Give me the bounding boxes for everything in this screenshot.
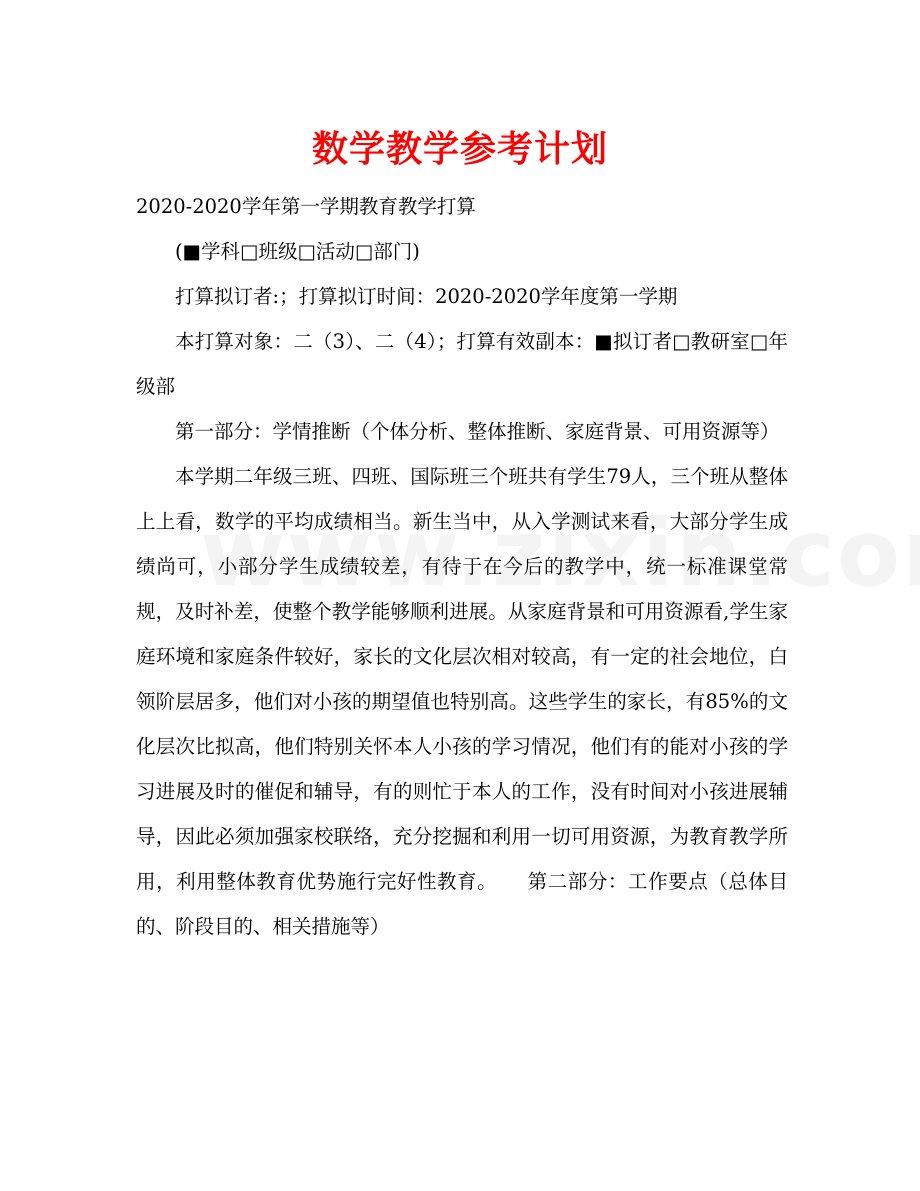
- type-options-line: (■学科□班级□活动□部门): [175, 240, 420, 263]
- document-title: 数学教学参考计划: [311, 129, 608, 170]
- document-body: [136, 184, 788, 949]
- part-one-body-paragraph: 本学期二年级三班、四班、国际班三个班共有学生79人，三个班从整体上上看，数学的平均成绩相当。新生当中，从入学测试来看，大部分学生成绩尚可，小部分学生成绩较差，有待于在今后的教学中，统一标准课堂常规，及时补差，使整个教学能够顺利进展。从家庭背景和可用资源看,学生家庭环境和家庭条件较好，家长的文化层次相对较高，有一定的社会地位，白领阶层居多，他们对小孩的期望值也特别高。这些学生的家长，有85%的文化层次比拟高，他们特别关怀本人小孩的学习情况，他们有的能对小孩的学习进展及时的催促和辅导，有的则忙于本人的工作，没有时间对小孩进展辅导，因此必须加强家校联络，充分挖掘和利用一切可用资源，为教育教学所用，利用整体教育优势施行完好性教育。 第二部分：工作要点（总体目的、阶段目的、相关措施等）: [136, 465, 788, 938]
- subtitle-line: 2020-2020学年第一学期教育教学打算: [136, 195, 476, 218]
- plan-target-paragraph: 本打算对象：二（3）、二（4）；打算有效副本：■拟订者□教研室□年级部: [136, 330, 788, 398]
- planner-info-line: 打算拟订者:；打算拟订时间：2020-2020学年度第一学期: [175, 285, 678, 308]
- part-one-heading: 第一部分：学情推断（个体分析、整体推断、家庭背景、可用资源等）: [175, 420, 780, 443]
